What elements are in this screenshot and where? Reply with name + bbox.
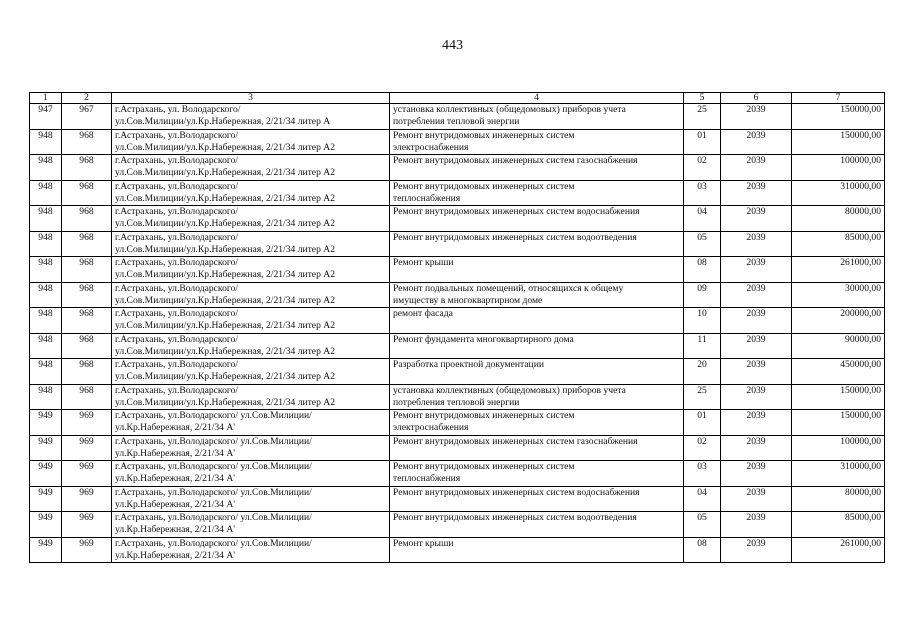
address-line-2: ул.Сов.Милиции/ул.Кр.Набережная, 2/21/34 литер А2 (115, 269, 335, 280)
object-number: 968 (62, 155, 112, 181)
work-type-cell (390, 129, 684, 155)
address-line-1: г.Астрахань, ул.Володарского/ (115, 231, 239, 243)
address-cell (112, 410, 390, 436)
work-line-1: Ремонт внутридомовых инженерных систем водоснабжения (393, 486, 640, 498)
address-line-1: г.Астрахань, ул.Володарского/ ул.Сов.Милиции/ (115, 537, 312, 549)
work-line-2: потребления тепловой энергии (393, 396, 520, 408)
work-type-cell (390, 435, 684, 461)
work-line-1: установка коллективных (общедомовых) приборов учета (393, 384, 626, 396)
work-code: 01 (684, 410, 721, 436)
year-cell: 2039 (721, 231, 792, 257)
object-number: 968 (62, 282, 112, 308)
year-cell: 2039 (721, 333, 792, 359)
cost-cell: 100000,00 (792, 155, 885, 181)
address-cell (112, 359, 390, 385)
table-row (30, 104, 885, 130)
address-line-2: ул.Сов.Милиции/ул.Кр.Набережная, 2/21/34 литер А (115, 116, 331, 127)
cost-cell: 80000,00 (792, 206, 885, 232)
object-number: 968 (62, 129, 112, 155)
table-header (30, 93, 885, 104)
work-code: 01 (684, 129, 721, 155)
object-number: 969 (62, 461, 112, 487)
address-line-2: ул.Сов.Милиции/ул.Кр.Набережная, 2/21/34 литер А2 (115, 141, 335, 153)
address-cell (112, 333, 390, 359)
cost-cell: 80000,00 (792, 486, 885, 512)
address-line-1: г.Астрахань, ул.Володарского/ (115, 359, 239, 370)
header-col-1: 1 (30, 93, 62, 104)
row-number: 948 (30, 359, 62, 385)
address-cell (112, 461, 390, 487)
header-col-2: 2 (62, 93, 112, 104)
table-row (30, 512, 885, 538)
address-line-1: г.Астрахань, ул.Володарского/ (115, 180, 239, 192)
address-line-1: г.Астрахань, ул.Володарского/ ул.Сов.Милиции/ (115, 410, 312, 421)
year-cell: 2039 (721, 282, 792, 308)
row-number: 948 (30, 231, 62, 257)
work-line-1: Ремонт внутридомовых инженерных систем водоотведения (393, 231, 637, 243)
row-number: 948 (30, 308, 62, 334)
address-line-1: г.Астрахань, ул. Володарского/ (115, 104, 241, 115)
work-line-2: потребления тепловой энергии (393, 116, 520, 127)
row-number: 949 (30, 410, 62, 436)
work-line-2: электроснабжения (393, 422, 469, 433)
work-type-cell (390, 282, 684, 308)
work-type-cell (390, 461, 684, 487)
year-cell: 2039 (721, 155, 792, 181)
address-line-2: ул.Сов.Милиции/ул.Кр.Набережная, 2/21/34 литер А2 (115, 218, 335, 229)
work-code: 11 (684, 333, 721, 359)
address-cell (112, 384, 390, 410)
cost-cell: 90000,00 (792, 333, 885, 359)
address-line-1: г.Астрахань, ул.Володарского/ (115, 282, 239, 294)
table-body (30, 104, 885, 563)
year-cell: 2039 (721, 512, 792, 538)
row-number: 949 (30, 537, 62, 563)
work-type-cell (390, 104, 684, 130)
cost-cell: 30000,00 (792, 282, 885, 308)
address-line-1: г.Астрахань, ул.Володарского/ (115, 155, 239, 166)
work-type-cell (390, 333, 684, 359)
row-number: 948 (30, 129, 62, 155)
address-cell (112, 486, 390, 512)
row-number: 948 (30, 155, 62, 181)
address-line-2: ул.Сов.Милиции/ул.Кр.Набережная, 2/21/34 литер А2 (115, 396, 335, 408)
work-type-cell (390, 257, 684, 283)
header-row (30, 93, 885, 104)
address-line-1: г.Астрахань, ул.Володарского/ (115, 129, 239, 141)
cost-cell: 150000,00 (792, 384, 885, 410)
address-cell (112, 180, 390, 206)
table-row (30, 129, 885, 155)
work-code: 08 (684, 537, 721, 563)
address-cell (112, 512, 390, 538)
table-row (30, 206, 885, 232)
address-line-2: ул.Сов.Милиции/ул.Кр.Набережная, 2/21/34 литер А2 (115, 243, 335, 255)
object-number: 968 (62, 206, 112, 232)
work-code: 25 (684, 384, 721, 410)
address-line-2: ул.Кр.Набережная, 2/21/34 А' (115, 473, 236, 484)
year-cell: 2039 (721, 384, 792, 410)
work-line-1: Ремонт внутридомовых инженерных систем водоснабжения (393, 206, 640, 217)
work-line-1: установка коллективных (общедомовых) приборов учета (393, 104, 626, 115)
table-row (30, 231, 885, 257)
work-type-cell (390, 206, 684, 232)
row-number: 948 (30, 180, 62, 206)
address-line-2: ул.Кр.Набережная, 2/21/34 А' (115, 422, 236, 433)
address-line-1: г.Астрахань, ул.Володарского/ ул.Сов.Милиции/ (115, 435, 312, 447)
year-cell: 2039 (721, 104, 792, 130)
cost-cell: 85000,00 (792, 512, 885, 538)
works-table (29, 92, 885, 563)
page-number: 443 (442, 38, 463, 53)
work-type-cell (390, 155, 684, 181)
table-row (30, 410, 885, 436)
year-cell: 2039 (721, 359, 792, 385)
work-code: 03 (684, 180, 721, 206)
row-number: 949 (30, 461, 62, 487)
year-cell: 2039 (721, 410, 792, 436)
work-line-1: Ремонт внутридомовых инженерных систем водоотведения (393, 512, 637, 523)
object-number: 968 (62, 308, 112, 334)
address-line-2: ул.Сов.Милиции/ул.Кр.Набережная, 2/21/34 литер А2 (115, 345, 335, 357)
cost-cell: 100000,00 (792, 435, 885, 461)
header-col-7: 7 (792, 93, 885, 104)
address-cell (112, 206, 390, 232)
row-number: 949 (30, 512, 62, 538)
work-type-cell (390, 537, 684, 563)
address-line-2: ул.Сов.Милиции/ул.Кр.Набережная, 2/21/34 литер А2 (115, 167, 335, 178)
work-line-1: Ремонт внутридомовых инженерных систем (393, 461, 575, 472)
table-row (30, 435, 885, 461)
address-line-1: г.Астрахань, ул.Володарского/ (115, 333, 239, 345)
table-row (30, 282, 885, 308)
work-line-2: теплоснабжения (393, 192, 461, 204)
row-number: 948 (30, 206, 62, 232)
work-code: 02 (684, 155, 721, 181)
work-type-cell (390, 231, 684, 257)
cost-cell: 200000,00 (792, 308, 885, 334)
address-line-2: ул.Сов.Милиции/ул.Кр.Набережная, 2/21/34 литер А2 (115, 320, 335, 331)
year-cell: 2039 (721, 129, 792, 155)
work-type-cell (390, 384, 684, 410)
work-type-cell (390, 512, 684, 538)
work-line-1: Разработка проектной документации (393, 359, 544, 370)
object-number: 968 (62, 359, 112, 385)
work-line-2: теплоснабжения (393, 473, 461, 484)
work-code: 04 (684, 206, 721, 232)
address-cell (112, 231, 390, 257)
row-number: 949 (30, 486, 62, 512)
address-cell (112, 537, 390, 563)
work-line-1: Ремонт внутридомовых инженерных систем газоснабжения (393, 435, 638, 447)
object-number: 969 (62, 512, 112, 538)
work-type-cell (390, 359, 684, 385)
year-cell: 2039 (721, 257, 792, 283)
header-col-6: 6 (721, 93, 792, 104)
work-code: 25 (684, 104, 721, 130)
object-number: 969 (62, 410, 112, 436)
cost-cell: 150000,00 (792, 129, 885, 155)
table-row (30, 180, 885, 206)
work-code: 04 (684, 486, 721, 512)
cost-cell: 310000,00 (792, 461, 885, 487)
work-type-cell (390, 308, 684, 334)
work-code: 20 (684, 359, 721, 385)
address-line-2: ул.Кр.Набережная, 2/21/34 А' (115, 524, 236, 535)
work-code: 02 (684, 435, 721, 461)
cost-cell: 450000,00 (792, 359, 885, 385)
address-line-2: ул.Сов.Милиции/ул.Кр.Набережная, 2/21/34 литер А2 (115, 192, 335, 204)
cost-cell: 261000,00 (792, 537, 885, 563)
work-line-1: Ремонт внутридомовых инженерных систем (393, 410, 575, 421)
address-line-1: г.Астрахань, ул.Володарского/ ул.Сов.Милиции/ (115, 512, 312, 523)
cost-cell: 150000,00 (792, 410, 885, 436)
row-number: 949 (30, 435, 62, 461)
table-row (30, 333, 885, 359)
work-line-1: Ремонт подвальных помещений, относящихся к общему (393, 282, 624, 294)
table-row (30, 359, 885, 385)
row-number: 948 (30, 333, 62, 359)
address-line-1: г.Астрахань, ул.Володарского/ (115, 384, 239, 396)
work-type-cell (390, 180, 684, 206)
work-line-1: ремонт фасада (393, 308, 453, 319)
address-cell (112, 155, 390, 181)
object-number: 968 (62, 180, 112, 206)
address-cell (112, 104, 390, 130)
address-line-1: г.Астрахань, ул.Володарского/ (115, 308, 239, 319)
address-cell (112, 435, 390, 461)
address-line-1: г.Астрахань, ул.Володарского/ (115, 206, 239, 217)
row-number: 948 (30, 384, 62, 410)
work-code: 05 (684, 231, 721, 257)
cost-cell: 310000,00 (792, 180, 885, 206)
year-cell: 2039 (721, 435, 792, 461)
address-cell (112, 308, 390, 334)
row-number: 948 (30, 282, 62, 308)
work-line-1: Ремонт фундамента многоквартирного дома (393, 333, 574, 345)
row-number: 947 (30, 104, 62, 130)
address-cell (112, 282, 390, 308)
year-cell: 2039 (721, 486, 792, 512)
year-cell: 2039 (721, 461, 792, 487)
header-col-4: 4 (390, 93, 684, 104)
work-code: 05 (684, 512, 721, 538)
object-number: 968 (62, 333, 112, 359)
table-row (30, 257, 885, 283)
row-number: 948 (30, 257, 62, 283)
work-line-1: Ремонт внутридомовых инженерных систем (393, 129, 575, 141)
year-cell: 2039 (721, 308, 792, 334)
year-cell: 2039 (721, 180, 792, 206)
cost-cell: 261000,00 (792, 257, 885, 283)
object-number: 969 (62, 486, 112, 512)
table-row (30, 384, 885, 410)
table-row (30, 486, 885, 512)
work-line-2: электроснабжения (393, 141, 469, 153)
address-line-2: ул.Кр.Набережная, 2/21/34 А' (115, 447, 236, 459)
address-line-2: ул.Кр.Набережная, 2/21/34 А' (115, 498, 236, 510)
object-number: 969 (62, 537, 112, 563)
year-cell: 2039 (721, 206, 792, 232)
work-code: 10 (684, 308, 721, 334)
work-line-1: Ремонт внутридомовых инженерных систем (393, 180, 575, 192)
object-number: 968 (62, 231, 112, 257)
work-line-1: Ремонт крыши (393, 537, 454, 549)
address-line-2: ул.Сов.Милиции/ул.Кр.Набережная, 2/21/34 литер А2 (115, 294, 335, 306)
work-code: 08 (684, 257, 721, 283)
work-line-1: Ремонт крыши (393, 257, 454, 268)
table-row (30, 461, 885, 487)
object-number: 967 (62, 104, 112, 130)
address-line-1: г.Астрахань, ул.Володарского/ (115, 257, 239, 268)
work-type-cell (390, 486, 684, 512)
table-row (30, 155, 885, 181)
object-number: 968 (62, 384, 112, 410)
header-col-3: 3 (112, 93, 390, 104)
table-row (30, 308, 885, 334)
object-number: 968 (62, 257, 112, 283)
address-line-1: г.Астрахань, ул.Володарского/ ул.Сов.Милиции/ (115, 486, 312, 498)
work-code: 09 (684, 282, 721, 308)
work-line-2: имуществу в многоквартирном доме (393, 294, 543, 306)
object-number: 969 (62, 435, 112, 461)
cost-cell: 85000,00 (792, 231, 885, 257)
header-col-5: 5 (684, 93, 721, 104)
work-type-cell (390, 410, 684, 436)
address-cell (112, 257, 390, 283)
address-cell (112, 129, 390, 155)
table-row (30, 537, 885, 563)
cost-cell: 150000,00 (792, 104, 885, 130)
address-line-1: г.Астрахань, ул.Володарского/ ул.Сов.Милиции/ (115, 461, 312, 472)
address-line-2: ул.Кр.Набережная, 2/21/34 А' (115, 549, 236, 561)
address-line-2: ул.Сов.Милиции/ул.Кр.Набережная, 2/21/34 литер А2 (115, 371, 335, 382)
work-line-1: Ремонт внутридомовых инженерных систем газоснабжения (393, 155, 638, 166)
year-cell: 2039 (721, 537, 792, 563)
work-code: 03 (684, 461, 721, 487)
